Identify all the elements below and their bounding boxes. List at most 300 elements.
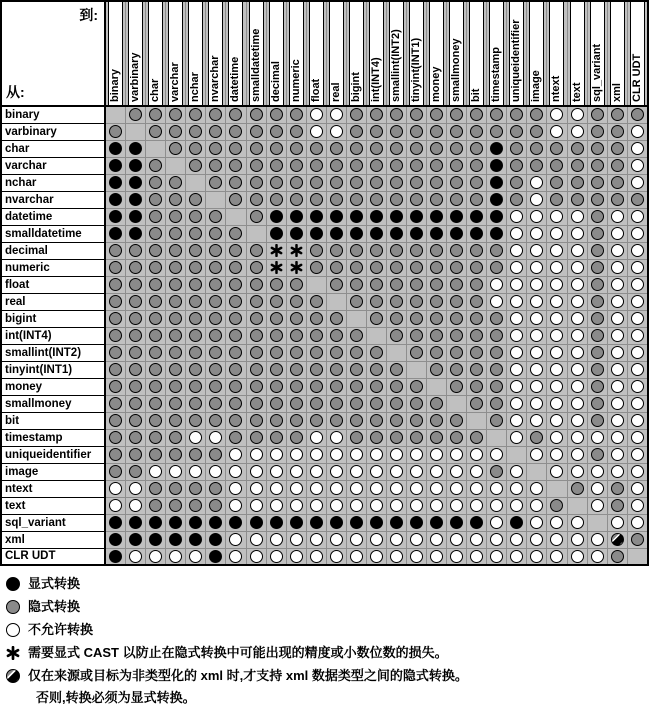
legend-label: 隐式转换 xyxy=(28,599,81,614)
cell-uniqueidentifier-to-varchar xyxy=(166,446,186,463)
not-allowed-dot-icon xyxy=(631,295,644,308)
cell-smallint(INT2)-to-smallint(INT2) xyxy=(386,344,406,361)
cell-tinyint(INT1)-to-sql_variant xyxy=(587,361,607,378)
cell-CLR UDT-to-CLR UDT xyxy=(627,548,648,565)
cell-varbinary-to-money xyxy=(427,123,447,140)
not-allowed-dot-icon xyxy=(550,244,563,257)
explicit-conversion-dot-icon xyxy=(290,210,303,223)
cell-bit-to-smallint(INT2) xyxy=(386,412,406,429)
not-allowed-dot-icon xyxy=(631,499,644,512)
not-allowed-dot-icon xyxy=(370,499,383,512)
implicit-conversion-dot-icon xyxy=(149,312,162,325)
implicit-conversion-dot-icon xyxy=(430,125,443,138)
implicit-conversion-dot-icon xyxy=(330,142,343,155)
implicit-conversion-dot-icon xyxy=(470,329,483,342)
implicit-conversion-dot-icon xyxy=(250,159,263,172)
not-allowed-dot-icon xyxy=(390,533,403,546)
cell-float-to-image xyxy=(527,276,547,293)
implicit-conversion-dot-icon xyxy=(530,431,543,444)
implicit-conversion-dot-icon xyxy=(470,278,483,291)
implicit-conversion-dot-icon xyxy=(209,244,222,257)
cell-real-to-bit xyxy=(467,293,487,310)
not-allowed-dot-icon xyxy=(250,465,263,478)
implicit-conversion-dot-icon xyxy=(229,329,242,342)
cell-varchar-to-varchar xyxy=(166,157,186,174)
cell-varchar-to-timestamp xyxy=(487,157,507,174)
cell-varchar-to-smalldatetime xyxy=(246,157,266,174)
cell-binary-to-ntext xyxy=(547,106,567,123)
cell-int(INT4)-to-char xyxy=(146,327,166,344)
implicit-conversion-dot-icon xyxy=(169,278,182,291)
cell-smalldatetime-to-decimal xyxy=(266,225,286,242)
cell-int(INT4)-to-nvarchar xyxy=(206,327,226,344)
not-allowed-dot-icon xyxy=(550,363,563,376)
cell-xml-to-smallint(INT2) xyxy=(386,531,406,548)
implicit-conversion-dot-icon xyxy=(550,499,563,512)
explicit-conversion-dot-icon xyxy=(350,210,363,223)
legend xyxy=(0,566,649,706)
row-header-numeric: numeric xyxy=(1,259,105,276)
not-allowed-dot-icon xyxy=(370,533,383,546)
not-allowed-dot-icon xyxy=(189,431,202,444)
cell-float-to-float xyxy=(306,276,326,293)
cell-uniqueidentifier-to-ntext xyxy=(547,446,567,463)
explicit-conversion-dot-icon xyxy=(490,176,503,189)
cell-tinyint(INT1)-to-ntext xyxy=(547,361,567,378)
cell-sql_variant-to-decimal xyxy=(266,514,286,531)
row-header-nvarchar: nvarchar xyxy=(1,191,105,208)
explicit-conversion-dot-icon xyxy=(310,227,323,240)
cell-bigint-to-xml xyxy=(607,310,627,327)
implicit-conversion-dot-icon xyxy=(390,380,403,393)
not-allowed-dot-icon xyxy=(591,431,604,444)
implicit-conversion-dot-icon xyxy=(129,312,142,325)
not-allowed-dot-icon xyxy=(530,176,543,189)
cell-smallint(INT2)-to-image xyxy=(527,344,547,361)
implicit-conversion-dot-icon xyxy=(350,244,363,257)
not-allowed-dot-icon xyxy=(430,448,443,461)
cell-decimal-to-nchar xyxy=(186,242,206,259)
not-allowed-dot-icon xyxy=(370,448,383,461)
cell-nvarchar-to-varchar xyxy=(166,191,186,208)
cell-text-to-smalldatetime xyxy=(246,497,266,514)
implicit-conversion-dot-icon xyxy=(209,397,222,410)
cell-image-to-varchar xyxy=(166,463,186,480)
cell-bigint-to-float xyxy=(306,310,326,327)
cell-sql_variant-to-money xyxy=(427,514,447,531)
col-header-sql-variant xyxy=(587,1,607,106)
cell-real-to-ntext xyxy=(547,293,567,310)
not-allowed-dot-icon xyxy=(189,550,202,563)
col-header-text xyxy=(567,1,587,106)
implicit-conversion-dot-icon xyxy=(129,108,142,121)
cell-decimal-to-float xyxy=(306,242,326,259)
cell-bit-to-real xyxy=(326,412,346,429)
cell-smallmoney-to-float xyxy=(306,395,326,412)
cell-CLR UDT-to-smallint(INT2) xyxy=(386,548,406,565)
cell-varbinary-to-nvarchar xyxy=(206,123,226,140)
cell-xml-to-sql_variant xyxy=(587,531,607,548)
not-allowed-dot-icon xyxy=(510,414,523,427)
cell-nvarchar-to-binary xyxy=(105,191,126,208)
explicit-conversion-dot-icon xyxy=(109,227,122,240)
implicit-conversion-dot-icon xyxy=(250,176,263,189)
cell-ntext-to-binary xyxy=(105,480,126,497)
implicit-conversion-dot-icon xyxy=(450,159,463,172)
cell-nchar-to-money xyxy=(427,174,447,191)
cell-varbinary-to-timestamp xyxy=(487,123,507,140)
not-allowed-dot-icon xyxy=(410,482,423,495)
not-allowed-dot-icon xyxy=(571,465,584,478)
cell-bigint-to-numeric xyxy=(286,310,306,327)
cell-binary-to-image xyxy=(527,106,547,123)
cell-text-to-int(INT4) xyxy=(366,497,386,514)
row-header-nchar: nchar xyxy=(1,174,105,191)
cell-char-to-CLR UDT xyxy=(627,140,648,157)
cell-int(INT4)-to-binary xyxy=(105,327,126,344)
implicit-conversion-dot-icon xyxy=(290,397,303,410)
cell-real-to-real xyxy=(326,293,346,310)
implicit-conversion-dot-icon xyxy=(209,346,222,359)
cell-varbinary-to-smallint(INT2) xyxy=(386,123,406,140)
not-allowed-dot-icon xyxy=(571,448,584,461)
not-allowed-dot-icon xyxy=(571,227,584,240)
implicit-conversion-dot-icon xyxy=(250,414,263,427)
explicit-conversion-dot-icon xyxy=(310,516,323,529)
implicit-conversion-dot-icon xyxy=(229,108,242,121)
not-allowed-dot-icon xyxy=(169,550,182,563)
not-allowed-dot-icon xyxy=(550,380,563,393)
not-allowed-dot-icon xyxy=(611,329,624,342)
explicit-conversion-dot-icon xyxy=(109,142,122,155)
cell-timestamp-to-tinyint(INT1) xyxy=(407,429,427,446)
implicit-conversion-dot-icon xyxy=(270,142,283,155)
implicit-conversion-dot-icon xyxy=(250,380,263,393)
not-allowed-dot-icon xyxy=(611,516,624,529)
explicit-conversion-dot-icon xyxy=(390,210,403,223)
cell-tinyint(INT1)-to-float xyxy=(306,361,326,378)
cell-datetime-to-datetime xyxy=(226,208,246,225)
cell-char-to-decimal xyxy=(266,140,286,157)
cell-bigint-to-uniqueidentifier xyxy=(507,310,527,327)
implicit-conversion-dot-icon xyxy=(550,176,563,189)
implicit-conversion-dot-icon xyxy=(250,244,263,257)
implicit-conversion-dot-icon xyxy=(390,159,403,172)
not-allowed-dot-icon xyxy=(550,448,563,461)
implicit-conversion-dot-icon xyxy=(390,142,403,155)
explicit-conversion-dot-icon xyxy=(149,516,162,529)
not-allowed-dot-icon xyxy=(490,295,503,308)
cell-tinyint(INT1)-to-bigint xyxy=(346,361,366,378)
not-allowed-dot-icon xyxy=(631,261,644,274)
matrix-row-uniqueidentifier xyxy=(1,446,648,463)
cell-bigint-to-nchar xyxy=(186,310,206,327)
cell-uniqueidentifier-to-uniqueidentifier xyxy=(507,446,527,463)
cell-smallmoney-to-varchar xyxy=(166,395,186,412)
implicit-conversion-dot-icon xyxy=(149,176,162,189)
implicit-conversion-dot-icon xyxy=(330,329,343,342)
implicit-conversion-dot-icon xyxy=(229,414,242,427)
implicit-conversion-dot-icon xyxy=(229,431,242,444)
cell-smalldatetime-to-float xyxy=(306,225,326,242)
implicit-conversion-dot-icon xyxy=(250,125,263,138)
implicit-conversion-dot-icon xyxy=(290,363,303,376)
not-allowed-dot-icon xyxy=(571,278,584,291)
not-allowed-dot-icon xyxy=(550,278,563,291)
cell-nvarchar-to-bit xyxy=(467,191,487,208)
implicit-conversion-dot-icon xyxy=(169,414,182,427)
cell-int(INT4)-to-datetime xyxy=(226,327,246,344)
cell-money-to-decimal xyxy=(266,378,286,395)
cell-nvarchar-to-smallmoney xyxy=(447,191,467,208)
row-header-smallmoney: smallmoney xyxy=(1,395,105,412)
not-allowed-dot-icon xyxy=(631,482,644,495)
implicit-conversion-dot-icon xyxy=(209,176,222,189)
cell-sql_variant-to-uniqueidentifier xyxy=(507,514,527,531)
row-header-sql-variant: sql_variant xyxy=(1,514,105,531)
cell-varbinary-to-nchar xyxy=(186,123,206,140)
implicit-conversion-dot-icon xyxy=(229,125,242,138)
cell-real-to-datetime xyxy=(226,293,246,310)
cell-image-to-money xyxy=(427,463,447,480)
cell-sql_variant-to-ntext xyxy=(547,514,567,531)
implicit-conversion-dot-icon xyxy=(229,142,242,155)
implicit-conversion-dot-icon xyxy=(571,482,584,495)
cell-numeric-to-image xyxy=(527,259,547,276)
implicit-conversion-dot-icon xyxy=(591,346,604,359)
cell-varbinary-to-varchar xyxy=(166,123,186,140)
implicit-conversion-dot-icon xyxy=(169,244,182,257)
not-allowed-dot-icon xyxy=(490,533,503,546)
implicit-conversion-dot-icon xyxy=(330,346,343,359)
cell-image-to-smallint(INT2) xyxy=(386,463,406,480)
cell-image-to-nchar xyxy=(186,463,206,480)
cell-xml-to-nvarchar xyxy=(206,531,226,548)
cell-smallint(INT2)-to-char xyxy=(146,344,166,361)
cell-decimal-to-datetime xyxy=(226,242,246,259)
explicit-conversion-dot-icon xyxy=(490,159,503,172)
implicit-conversion-dot-icon xyxy=(470,380,483,393)
implicit-conversion-dot-icon xyxy=(510,142,523,155)
explicit-conversion-dot-icon xyxy=(129,193,142,206)
cell-smallmoney-to-tinyint(INT1) xyxy=(407,395,427,412)
cell-smalldatetime-to-smallint(INT2) xyxy=(386,225,406,242)
not-allowed-dot-icon xyxy=(510,346,523,359)
cell-text-to-smallint(INT2) xyxy=(386,497,406,514)
explicit-conversion-dot-icon xyxy=(189,516,202,529)
cell-CLR UDT-to-varchar xyxy=(166,548,186,565)
not-allowed-dot-icon xyxy=(390,499,403,512)
not-allowed-dot-icon xyxy=(530,312,543,325)
implicit-conversion-dot-icon xyxy=(410,176,423,189)
not-allowed-dot-icon xyxy=(571,244,584,257)
cell-decimal-to-timestamp xyxy=(487,242,507,259)
cell-varchar-to-ntext xyxy=(547,157,567,174)
cell-char-to-smalldatetime xyxy=(246,140,266,157)
cell-int(INT4)-to-nchar xyxy=(186,327,206,344)
cell-int(INT4)-to-bigint xyxy=(346,327,366,344)
cell-uniqueidentifier-to-sql_variant xyxy=(587,446,607,463)
cell-int(INT4)-to-CLR UDT xyxy=(627,327,648,344)
implicit-conversion-dot-icon xyxy=(169,193,182,206)
cell-char-to-varchar xyxy=(166,140,186,157)
not-allowed-dot-icon xyxy=(510,431,523,444)
cell-nchar-to-CLR UDT xyxy=(627,174,648,191)
col-header-binary xyxy=(105,1,126,106)
precision-loss-asterisk-icon xyxy=(290,261,303,274)
cell-varbinary-to-int(INT4) xyxy=(366,123,386,140)
explicit-conversion-dot-icon xyxy=(330,227,343,240)
cell-timestamp-to-float xyxy=(306,429,326,446)
cell-smalldatetime-to-sql_variant xyxy=(587,225,607,242)
implicit-conversion-dot-icon xyxy=(270,431,283,444)
explicit-conversion-dot-icon xyxy=(250,516,263,529)
matrix-row-bigint xyxy=(1,310,648,327)
col-header-label: decimal xyxy=(269,2,284,105)
implicit-conversion-dot-icon xyxy=(330,244,343,257)
col-header-label: smallint(INT2) xyxy=(389,2,404,105)
cell-text-to-datetime xyxy=(226,497,246,514)
cell-binary-to-nchar xyxy=(186,106,206,123)
cell-timestamp-to-int(INT4) xyxy=(366,429,386,446)
implicit-conversion-dot-icon xyxy=(430,431,443,444)
cell-bit-to-smalldatetime xyxy=(246,412,266,429)
implicit-conversion-dot-icon xyxy=(169,227,182,240)
implicit-conversion-dot-icon xyxy=(250,397,263,410)
not-allowed-dot-icon xyxy=(571,210,584,223)
implicit-conversion-dot-icon xyxy=(430,414,443,427)
cell-int(INT4)-to-ntext xyxy=(547,327,567,344)
cell-varchar-to-char xyxy=(146,157,166,174)
cell-uniqueidentifier-to-smallint(INT2) xyxy=(386,446,406,463)
matrix-row-float xyxy=(1,276,648,293)
implicit-conversion-dot-icon xyxy=(189,414,202,427)
not-allowed-dot-icon xyxy=(290,465,303,478)
cell-text-to-float xyxy=(306,497,326,514)
row-header-varbinary: varbinary xyxy=(1,123,105,140)
not-allowed-dot-icon xyxy=(290,499,303,512)
cell-smallmoney-to-binary xyxy=(105,395,126,412)
cell-char-to-int(INT4) xyxy=(366,140,386,157)
cell-nvarchar-to-tinyint(INT1) xyxy=(407,191,427,208)
not-allowed-dot-icon xyxy=(550,312,563,325)
cell-smallint(INT2)-to-text xyxy=(567,344,587,361)
implicit-conversion-dot-icon xyxy=(370,278,383,291)
cell-datetime-to-sql_variant xyxy=(587,208,607,225)
cell-image-to-text xyxy=(567,463,587,480)
cell-image-to-ntext xyxy=(547,463,567,480)
explicit-conversion-dot-icon xyxy=(129,159,142,172)
implicit-conversion-dot-icon xyxy=(330,193,343,206)
implicit-conversion-dot-icon xyxy=(310,329,323,342)
implicit-conversion-dot-icon xyxy=(149,295,162,308)
cell-nchar-to-char xyxy=(146,174,166,191)
cell-float-to-bigint xyxy=(346,276,366,293)
implicit-conversion-dot-icon xyxy=(270,329,283,342)
row-header-smallint-int2-: smallint(INT2) xyxy=(1,344,105,361)
matrix-row-datetime xyxy=(1,208,648,225)
not-allowed-dot-icon xyxy=(571,261,584,274)
cell-numeric-to-ntext xyxy=(547,259,567,276)
cell-ntext-to-uniqueidentifier xyxy=(507,480,527,497)
cell-numeric-to-datetime xyxy=(226,259,246,276)
implicit-conversion-dot-icon xyxy=(270,295,283,308)
cell-nchar-to-sql_variant xyxy=(587,174,607,191)
col-header-xml xyxy=(607,1,627,106)
cell-timestamp-to-real xyxy=(326,429,346,446)
cell-uniqueidentifier-to-datetime xyxy=(226,446,246,463)
implicit-conversion-dot-icon xyxy=(370,176,383,189)
implicit-conversion-dot-icon xyxy=(430,312,443,325)
implicit-conversion-dot-icon xyxy=(109,312,122,325)
explicit-conversion-dot-icon xyxy=(109,516,122,529)
cell-smallmoney-to-CLR UDT xyxy=(627,395,648,412)
cell-sql_variant-to-xml xyxy=(607,514,627,531)
cell-ntext-to-xml xyxy=(607,480,627,497)
legend-item-explicit xyxy=(5,575,649,592)
cell-varchar-to-decimal xyxy=(266,157,286,174)
cell-float-to-decimal xyxy=(266,276,286,293)
cell-varbinary-to-float xyxy=(306,123,326,140)
cell-text-to-money xyxy=(427,497,447,514)
explicit-conversion-dot-icon xyxy=(270,516,283,529)
implicit-conversion-dot-icon xyxy=(350,142,363,155)
not-allowed-dot-icon xyxy=(330,125,343,138)
cell-bigint-to-money xyxy=(427,310,447,327)
implicit-conversion-dot-icon xyxy=(370,431,383,444)
cell-smalldatetime-to-money xyxy=(427,225,447,242)
cell-image-to-char xyxy=(146,463,166,480)
matrix-row-int-int4- xyxy=(1,327,648,344)
implicit-conversion-dot-icon xyxy=(310,346,323,359)
cell-float-to-int(INT4) xyxy=(366,276,386,293)
cell-char-to-binary xyxy=(105,140,126,157)
cell-smallmoney-to-bit xyxy=(467,395,487,412)
implicit-conversion-dot-icon xyxy=(250,431,263,444)
not-allowed-dot-icon xyxy=(530,516,543,529)
implicit-conversion-dot-icon xyxy=(229,346,242,359)
cell-money-to-money xyxy=(427,378,447,395)
cell-CLR UDT-to-varbinary xyxy=(126,548,146,565)
col-header-uniqueidentifier xyxy=(507,1,527,106)
cell-sql_variant-to-smallint(INT2) xyxy=(386,514,406,531)
cell-tinyint(INT1)-to-varchar xyxy=(166,361,186,378)
implicit-conversion-dot-icon xyxy=(390,108,403,121)
implicit-conversion-dot-icon xyxy=(189,346,202,359)
implicit-conversion-dot-icon xyxy=(250,295,263,308)
not-allowed-dot-icon xyxy=(631,397,644,410)
cell-decimal-to-money xyxy=(427,242,447,259)
cell-smalldatetime-to-varbinary xyxy=(126,225,146,242)
cell-float-to-datetime xyxy=(226,276,246,293)
cell-money-to-timestamp xyxy=(487,378,507,395)
not-allowed-dot-icon xyxy=(530,295,543,308)
implicit-conversion-dot-icon xyxy=(109,431,122,444)
cell-xml-to-tinyint(INT1) xyxy=(407,531,427,548)
implicit-conversion-dot-icon xyxy=(390,431,403,444)
not-allowed-dot-icon xyxy=(530,346,543,359)
not-allowed-dot-icon xyxy=(631,210,644,223)
col-header-image xyxy=(527,1,547,106)
implicit-conversion-dot-icon xyxy=(370,346,383,359)
cell-tinyint(INT1)-to-tinyint(INT1) xyxy=(407,361,427,378)
not-allowed-dot-icon xyxy=(631,278,644,291)
cell-decimal-to-binary xyxy=(105,242,126,259)
implicit-conversion-dot-icon xyxy=(209,482,222,495)
explicit-conversion-dot-icon xyxy=(450,516,463,529)
cell-varbinary-to-decimal xyxy=(266,123,286,140)
cell-nvarchar-to-char xyxy=(146,191,166,208)
